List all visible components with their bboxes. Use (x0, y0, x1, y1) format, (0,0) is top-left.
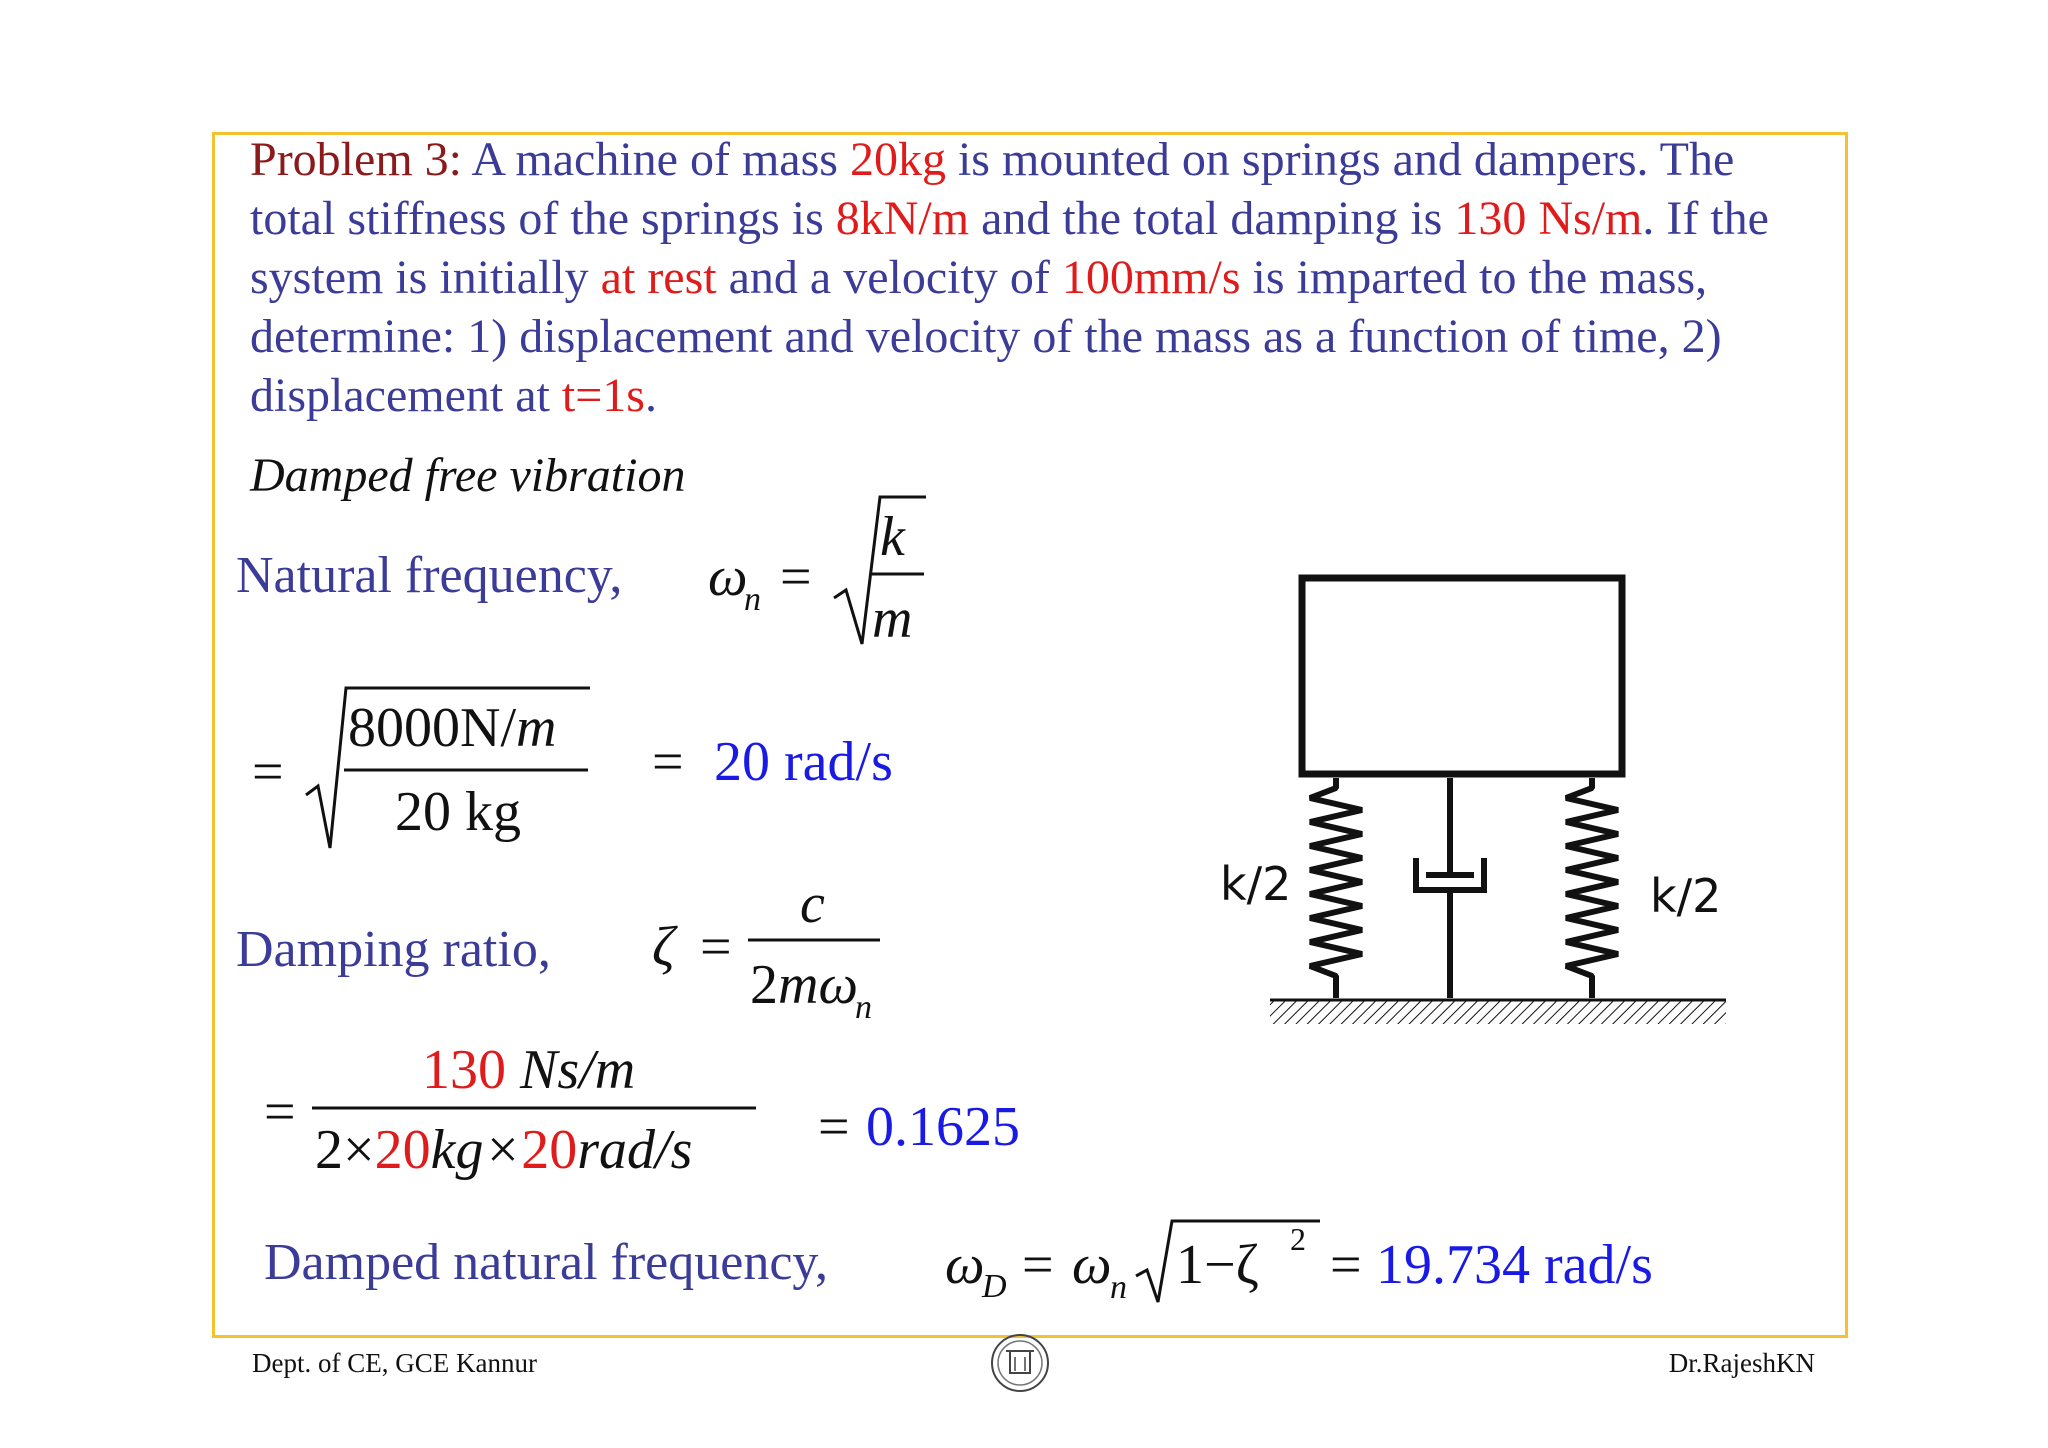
damping-ratio-label: Damping ratio, (236, 921, 551, 978)
time-value: t=1s (561, 369, 645, 422)
mass-number: 20 kg (395, 781, 521, 843)
natural-frequency-formula (708, 497, 926, 650)
damped-frequency-result: 19.734 rad/s (1376, 1234, 1653, 1296)
rest-condition: at rest (600, 251, 717, 304)
left-spring-label: k/2 (1220, 857, 1292, 911)
problem-number: Problem 3: (250, 133, 462, 186)
svg-text:8000N/m (348, 697, 556, 759)
right-spring (1566, 778, 1618, 998)
damping-symbol: c (800, 873, 825, 935)
omega-symbol: ω (708, 546, 748, 608)
spring-mass-damper-diagram (1220, 578, 1726, 1024)
damper (1416, 778, 1484, 998)
mass-symbol: m (872, 588, 913, 650)
stiffness-value: 8kN/m (835, 192, 970, 245)
left-spring (1310, 778, 1362, 998)
zeta-symbol: ζ (652, 916, 675, 978)
stiffness-unit: m (516, 697, 557, 759)
omega-subscript: n (855, 989, 872, 1026)
damping-ratio-result: 0.1625 (866, 1096, 1020, 1158)
equals-sign: = (264, 1081, 296, 1143)
problem-statement: Problem 3: A machine of mass 20kg is mounted on springs and dampers. The total stiffness of the springs is 8kN/m and the total damping is 130 Ns/m. If the system is initially at rest and a velocity of 100mm/s is imparted to the mass, determine: 1) displacement and velocity of the mass as a function of time, 2) displacement at t=1s. (250, 133, 1769, 422)
radicand: 1−ζ (1176, 1234, 1259, 1296)
svg-text:2mω (750, 954, 858, 1016)
denominator-part-1: 2× (315, 1119, 375, 1181)
omega-subscript: n (744, 581, 761, 618)
natural-frequency-calc (252, 688, 893, 848)
denominator-part-3: kg× (430, 1119, 522, 1181)
omega-symbol: ω (945, 1234, 985, 1296)
svg-text:130 Ns/m (422, 1039, 635, 1101)
college-logo-icon (992, 1335, 1048, 1391)
denominator-mass: 20 (374, 1119, 431, 1181)
damped-frequency-label: Damped natural frequency, (264, 1234, 829, 1291)
omega-n-subscript: n (1110, 1269, 1127, 1306)
natural-frequency-label: Natural frequency, (236, 547, 623, 604)
damping-ratio-calc (264, 1039, 1020, 1181)
equals-sign: = (780, 546, 812, 608)
natural-frequency-result: 20 rad/s (714, 731, 893, 793)
denominator-omega: 20 (521, 1119, 578, 1181)
denominator-two: 2 (750, 954, 778, 1016)
result-equals: = (818, 1096, 850, 1158)
stiffness-number: 8000N/ (348, 697, 516, 759)
omega-subscript: D (982, 1268, 1007, 1305)
stiffness-symbol: k (880, 506, 905, 568)
equals-sign: = (1022, 1234, 1054, 1296)
exponent: 2 (1290, 1221, 1306, 1257)
svg-text:2×20kg×20rad/s (315, 1119, 692, 1181)
equals-sign: = (700, 916, 732, 978)
footer-author: Dr.RajeshKN (1668, 1348, 1815, 1378)
mass-block (1302, 578, 1622, 774)
footer-department: Dept. of CE, GCE Kannur (252, 1348, 537, 1378)
damped-frequency-formula (945, 1221, 1653, 1306)
equals-sign: = (252, 741, 284, 803)
damping-ratio-formula (652, 873, 880, 1026)
denominator-unit: rad/s (577, 1119, 693, 1181)
result-equals: = (1330, 1234, 1362, 1296)
damping-number: 130 (422, 1039, 506, 1101)
denominator-m-omega: mω (778, 954, 858, 1016)
damping-unit: Ns/m (506, 1039, 636, 1101)
velocity-value: 100mm/s (1061, 251, 1241, 304)
omega-n-symbol: ω (1072, 1234, 1112, 1296)
damping-value: 130 Ns/m (1454, 192, 1643, 245)
result-equals: = (652, 731, 684, 793)
ground-hatch (1270, 1000, 1726, 1024)
subtitle: Damped free vibration (250, 449, 686, 502)
mass-value: 20kg (849, 133, 946, 186)
right-spring-label: k/2 (1650, 869, 1722, 923)
